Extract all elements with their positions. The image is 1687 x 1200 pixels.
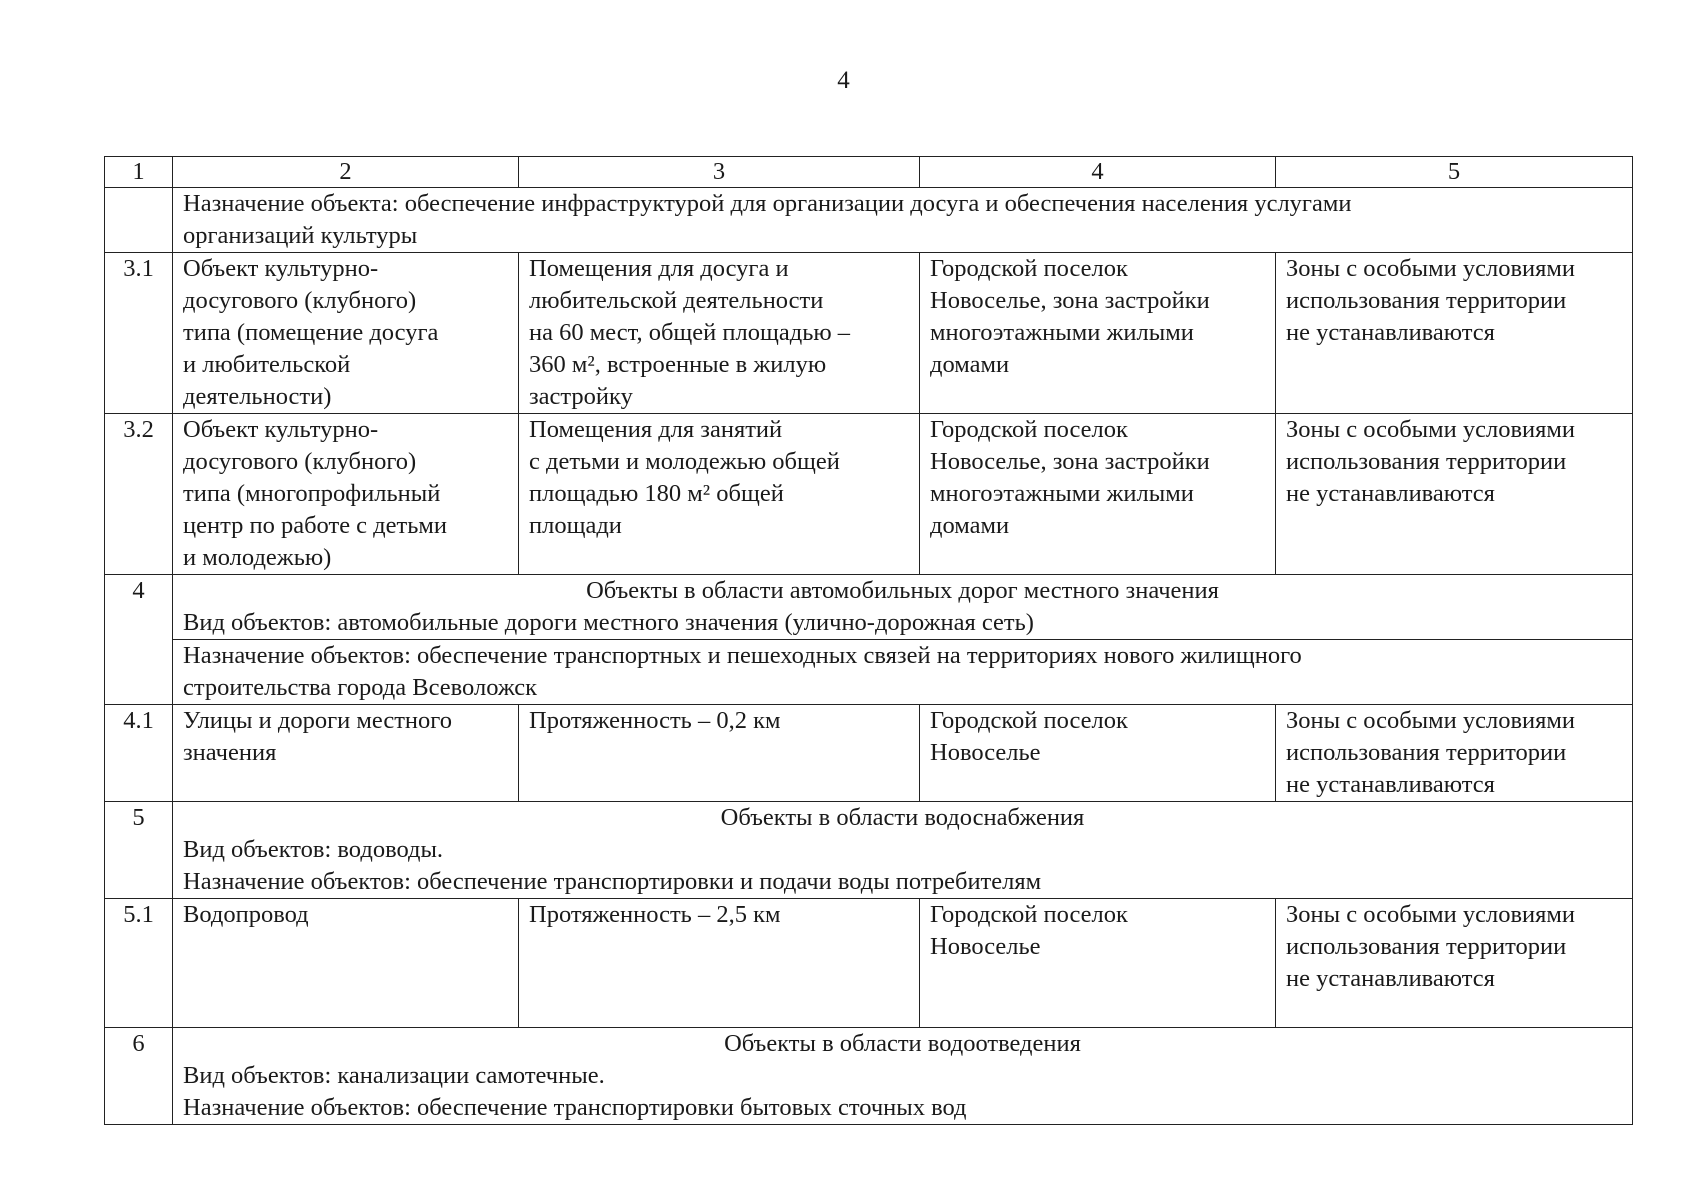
header-cell-1: 1: [105, 157, 173, 188]
cell-spacer: [1286, 995, 1622, 1027]
cell-line: Помещения для досуга и: [529, 255, 789, 282]
cell-line: значения: [183, 739, 277, 766]
object-characteristics-cell: [519, 253, 920, 414]
cell-line: типа (помещение досуга: [183, 319, 439, 346]
objects-table: [104, 156, 1633, 1125]
table-row: [105, 253, 1633, 414]
cell-line: Новоселье: [930, 739, 1041, 766]
row-number: 3.1: [105, 253, 173, 414]
cell-line: использования территории: [1286, 739, 1567, 766]
table-row: [105, 899, 1633, 1028]
special-zones-cell: [1276, 414, 1633, 575]
cell-line: центр по работе с детьми: [183, 512, 448, 539]
object-characteristics-cell: [519, 899, 920, 1028]
object-name-cell: [173, 414, 519, 575]
cell-line: Городской поселок: [930, 707, 1128, 734]
cell-line: и любительской: [183, 351, 351, 378]
section-header-cell: [173, 1028, 1633, 1125]
cell-line: Новоселье, зона застройки: [930, 287, 1210, 314]
cell-line: многоэтажными жилыми: [930, 480, 1194, 507]
header-cell-3: 3: [519, 157, 920, 188]
row-number: 4.1: [105, 705, 173, 802]
section-title: Объекты в области водоотведения: [724, 1030, 1081, 1057]
header-cell-2: 2: [173, 157, 519, 188]
table-row: [105, 705, 1633, 802]
culture-purpose-cell: [173, 188, 1633, 253]
section-number: 5: [105, 802, 173, 899]
culture-purpose-row: [105, 188, 1633, 253]
table-row: [105, 414, 1633, 575]
cell-line: площади: [529, 512, 622, 539]
cell-line: площадью 180 м² общей: [529, 480, 784, 507]
special-zones-cell: [1276, 705, 1633, 802]
section-title: Объекты в области водоснабжения: [720, 804, 1085, 831]
section-title: Объекты в области автомобильных дорог местного значения: [586, 577, 1219, 604]
row-number: 3.2: [105, 414, 173, 575]
cell-line: Городской поселок: [930, 416, 1128, 443]
section-purpose: Назначение объектов: обеспечение транспортировки бытовых сточных вод: [183, 1094, 967, 1121]
cell-line: любительской деятельности: [529, 287, 824, 314]
cell-line: Протяженность – 2,5 км: [529, 901, 781, 928]
cell-line: Зоны с особыми условиями: [1286, 707, 1576, 734]
cell-line: Зоны с особыми условиями: [1286, 416, 1576, 443]
object-location-cell: [920, 899, 1276, 1028]
section-kind: Вид объектов: автомобильные дороги местного значения (улично-дорожная сеть): [183, 609, 1034, 636]
section-header-row: [105, 802, 1633, 899]
cell-line: использования территории: [1286, 448, 1567, 475]
section-header-cell: [173, 575, 1633, 640]
section-purpose-cell: [173, 640, 1633, 705]
cell-line: использования территории: [1286, 933, 1567, 960]
cell-line: досугового (клубного): [183, 287, 417, 314]
section-kind: Вид объектов: канализации самотечные.: [183, 1062, 605, 1089]
section-number: 6: [105, 1028, 173, 1125]
section-kind: Вид объектов: водоводы.: [183, 836, 444, 863]
object-name-cell: [173, 253, 519, 414]
cell-line: не устанавливаются: [1286, 319, 1495, 346]
section-header-row: [105, 1028, 1633, 1125]
cell-line: на 60 мест, общей площадью –: [529, 319, 851, 346]
cell-line: Объект культурно-: [183, 416, 379, 443]
special-zones-cell: [1276, 899, 1633, 1028]
culture-purpose-line: Назначение объекта: обеспечение инфраструктурой для организации досуга и обеспечения населения услугами: [183, 190, 1352, 217]
header-cell-5: 5: [1276, 157, 1633, 188]
cell-line: многоэтажными жилыми: [930, 319, 1194, 346]
cell-line: и молодежью): [183, 544, 332, 571]
culture-purpose-line: организаций культуры: [183, 222, 418, 249]
empty-number-cell: [105, 188, 173, 253]
cell-line: Новоселье: [930, 933, 1041, 960]
section-number: 4: [105, 575, 173, 705]
cell-line: использования территории: [1286, 287, 1567, 314]
cell-line: Зоны с особыми условиями: [1286, 901, 1576, 928]
object-characteristics-cell: [519, 705, 920, 802]
cell-line: типа (многопрофильный: [183, 480, 441, 507]
cell-line: с детьми и молодежью общей: [529, 448, 840, 475]
cell-line: деятельности): [183, 383, 332, 410]
cell-line: Водопровод: [183, 901, 309, 928]
cell-line: домами: [930, 512, 1010, 539]
section-purpose: Назначение объектов: обеспечение транспортировки и подачи воды потребителям: [183, 868, 1042, 895]
object-location-cell: [920, 253, 1276, 414]
cell-line: домами: [930, 351, 1010, 378]
section-header-cell: [173, 802, 1633, 899]
object-name-cell: [173, 899, 519, 1028]
cell-line: Протяженность – 0,2 км: [529, 707, 781, 734]
page-number: 4: [837, 67, 850, 94]
cell-line: Новоселье, зона застройки: [930, 448, 1210, 475]
cell-line: Зоны с особыми условиями: [1286, 255, 1576, 282]
object-characteristics-cell: [519, 414, 920, 575]
cell-line: Городской поселок: [930, 901, 1128, 928]
table-header-row: [105, 157, 1633, 188]
section-header-row: [105, 575, 1633, 640]
special-zones-cell: [1276, 253, 1633, 414]
cell-line: Объект культурно-: [183, 255, 379, 282]
cell-line: застройку: [529, 383, 633, 410]
cell-line: Городской поселок: [930, 255, 1128, 282]
cell-line: не устанавливаются: [1286, 480, 1495, 507]
row-number: 5.1: [105, 899, 173, 1028]
section-purpose-line: строительства города Всеволожск: [183, 674, 538, 701]
cell-line: Помещения для занятий: [529, 416, 783, 443]
cell-line: досугового (клубного): [183, 448, 417, 475]
cell-line: Улицы и дороги местного: [183, 707, 452, 734]
object-location-cell: [920, 705, 1276, 802]
section-purpose-line: Назначение объектов: обеспечение транспортных и пешеходных связей на территориях нового жилищного: [183, 642, 1302, 669]
cell-line: не устанавливаются: [1286, 771, 1495, 798]
section-purpose-row: [105, 640, 1633, 705]
cell-line: не устанавливаются: [1286, 965, 1495, 992]
object-name-cell: [173, 705, 519, 802]
header-cell-4: 4: [920, 157, 1276, 188]
cell-line: 360 м², встроенные в жилую: [529, 351, 827, 378]
object-location-cell: [920, 414, 1276, 575]
